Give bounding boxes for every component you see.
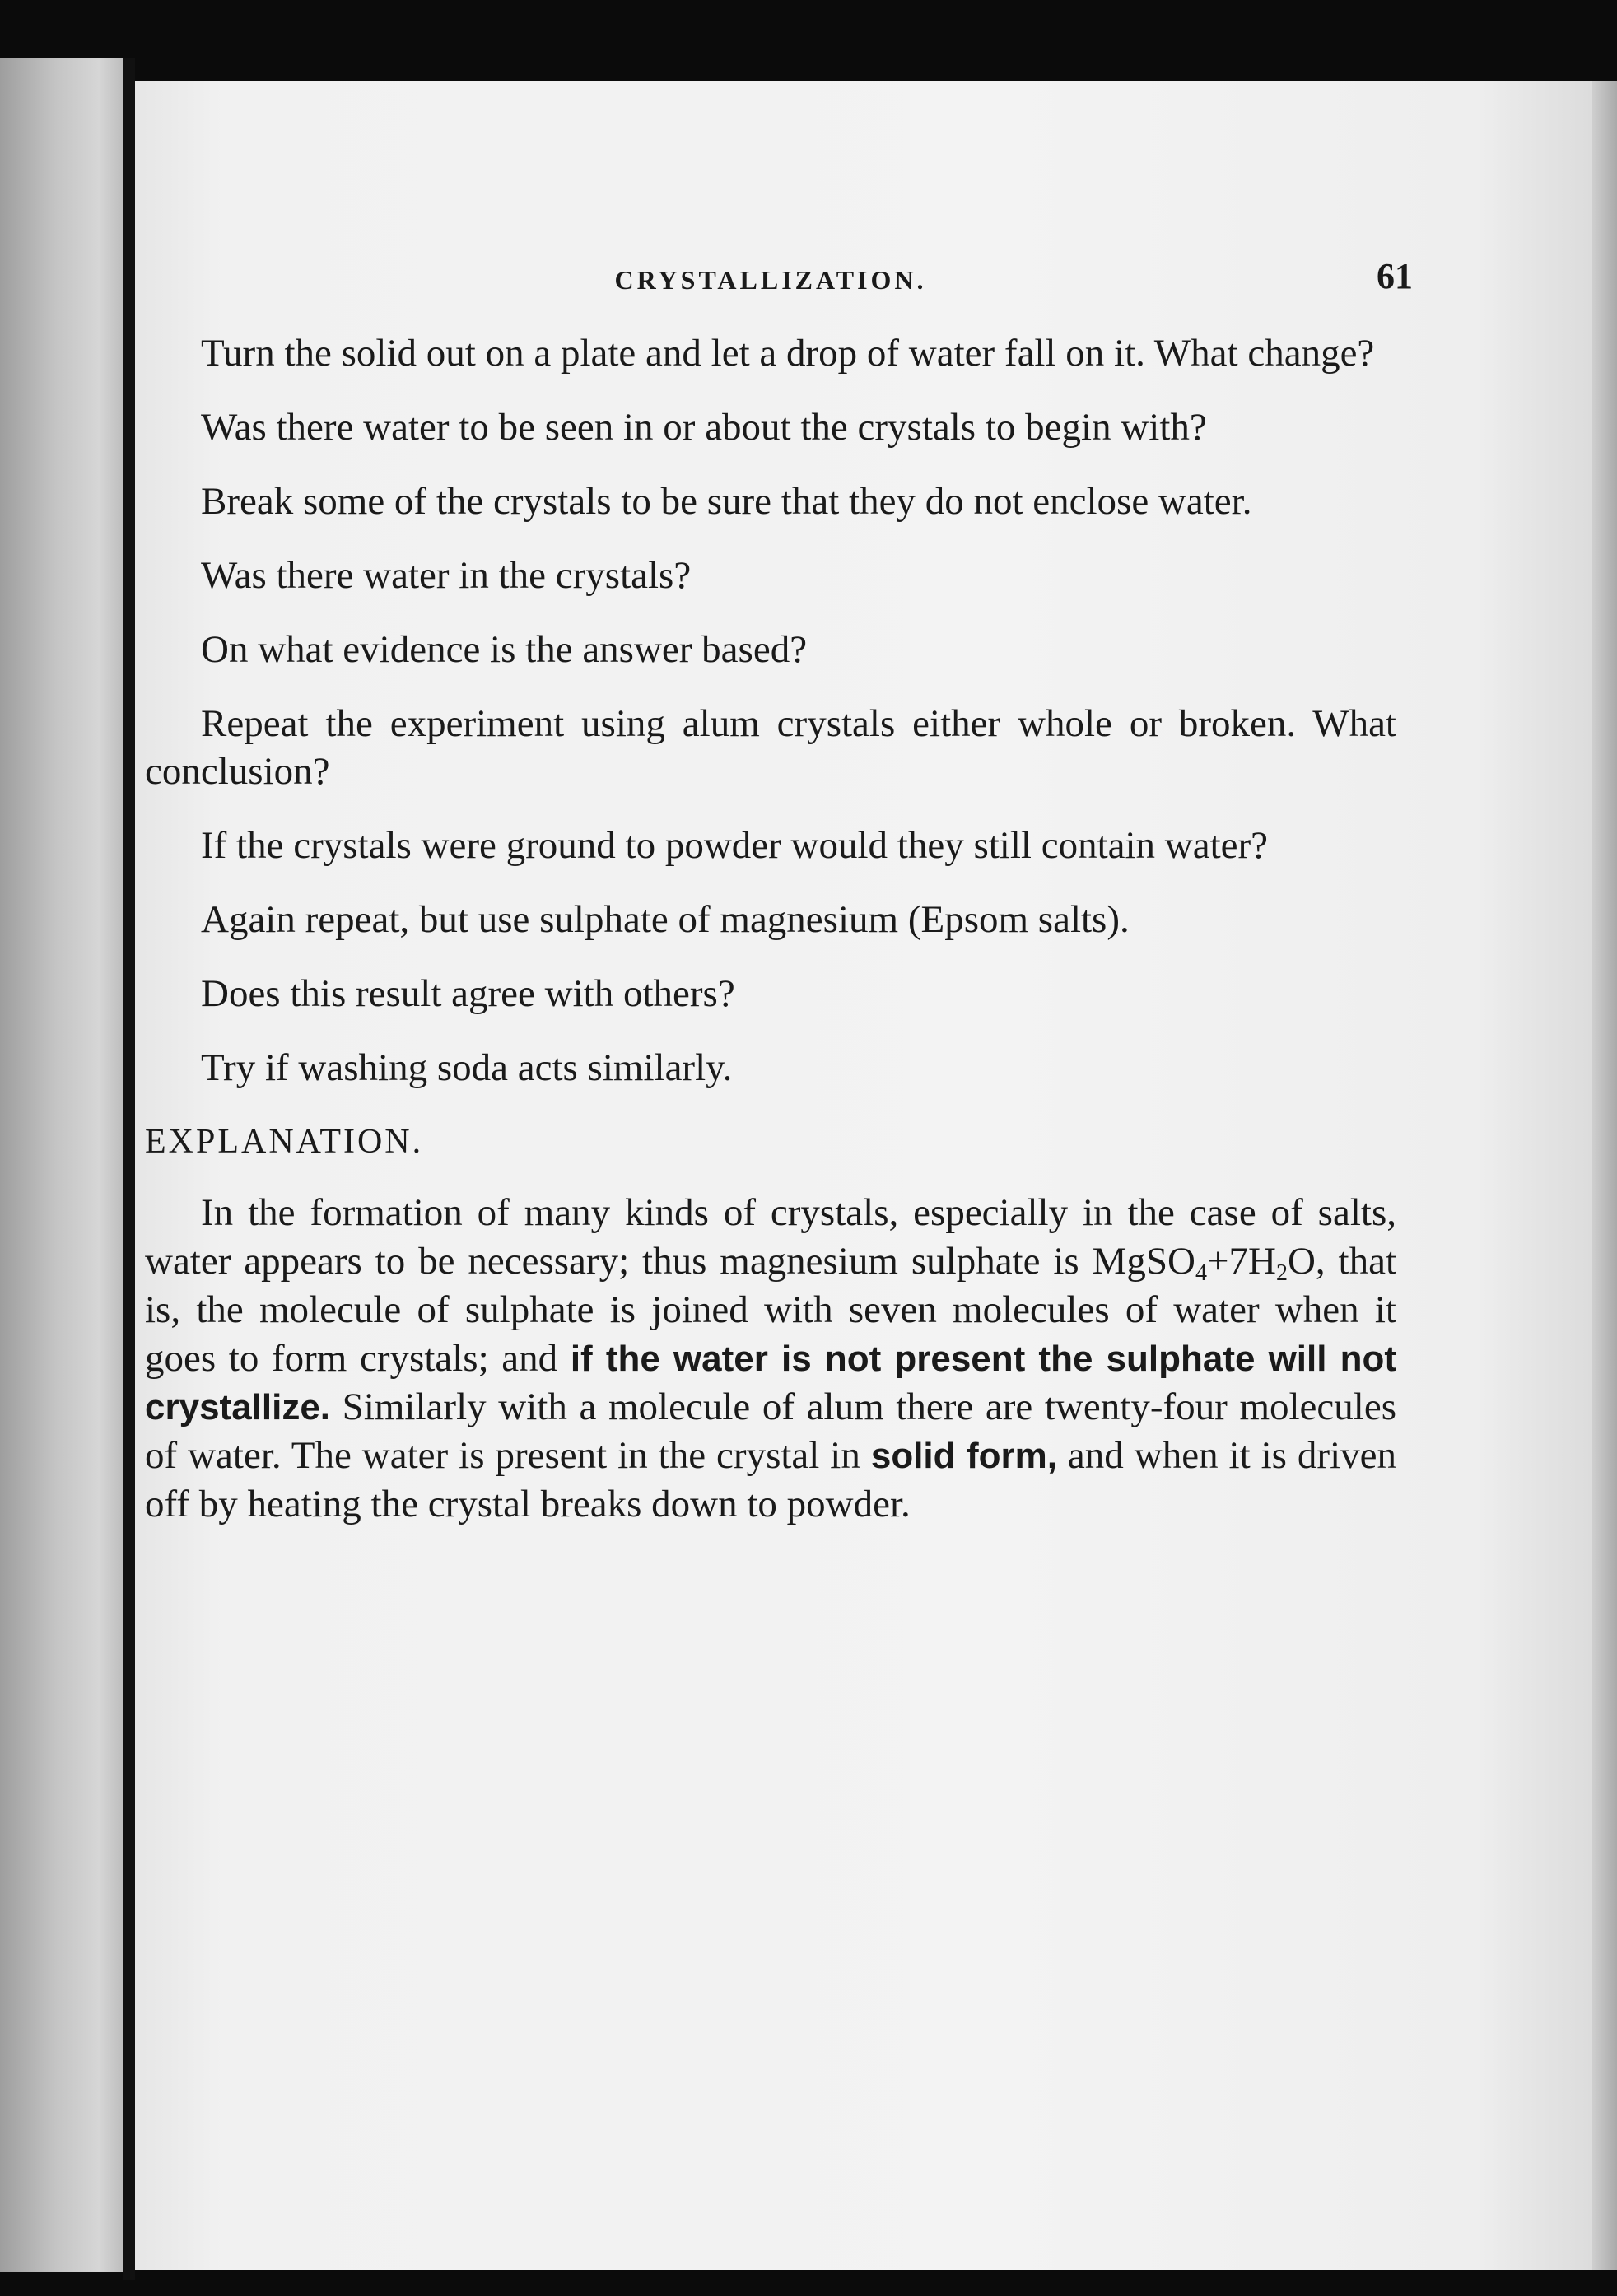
explanation-text: In the formation of many kinds of crystals, especially in the case of salts, water appears to be necessary; thus magnesium sulphate is MgSO: [145, 1191, 1396, 1283]
explanation-text: O, that is, the molecule of sulphate is joined with seven molecules of water when it goes to form crystals; and: [145, 1240, 1397, 1380]
paragraph: Again repeat, but use sulphate of magnesium (Epsom salts).: [201, 898, 1130, 941]
book-spine: [123, 58, 135, 2280]
explanation-text: +7H: [1206, 1240, 1276, 1283]
paragraph: Was there water in the crystals?: [201, 554, 692, 597]
body-text: [145, 329, 1396, 1529]
page-content: [145, 186, 1413, 1525]
page-right-edge: [1592, 81, 1617, 2270]
facing-page-edge: [0, 58, 123, 2272]
bold-emphasis: solid form,: [870, 1436, 1057, 1476]
explanation-text: and when it is driven off by heating the crystal breaks down to powder.: [145, 1434, 1397, 1525]
paragraph: If the crystals were ground to powder would they still contain water?: [201, 824, 1269, 867]
explanation-text: Similarly with a molecule of alum there are twenty-four molecules of water. The water is present in the crystal in: [145, 1386, 1396, 1477]
paragraph: On what evidence is the answer based?: [201, 628, 808, 671]
running-head: [145, 186, 1413, 296]
bold-emphasis: if the water is not present the sulphate will not crystallize.: [145, 1339, 1397, 1427]
running-title: CRYSTALLIZATION.: [614, 265, 927, 295]
section-heading: EXPLANATION.: [145, 1123, 424, 1161]
subscript: 4: [1195, 1260, 1207, 1286]
paragraph: Does this result agree with others?: [201, 972, 735, 1015]
explanation-paragraph: [145, 1189, 1396, 1529]
paragraph: Turn the solid out on a plate and let a drop of water fall on it. What change?: [201, 332, 1375, 375]
paragraph: Was there water to be seen in or about the crystals to begin with?: [201, 406, 1207, 449]
paragraph: Break some of the crystals to be sure that they do not enclose water.: [201, 480, 1252, 523]
page-number: 61: [1377, 256, 1413, 296]
paragraph: Repeat the experiment using alum crystals either whole or broken. What conclusion?: [145, 702, 1396, 793]
subscript: 2: [1275, 1260, 1288, 1286]
paragraph: Try if washing soda acts similarly.: [201, 1046, 733, 1089]
